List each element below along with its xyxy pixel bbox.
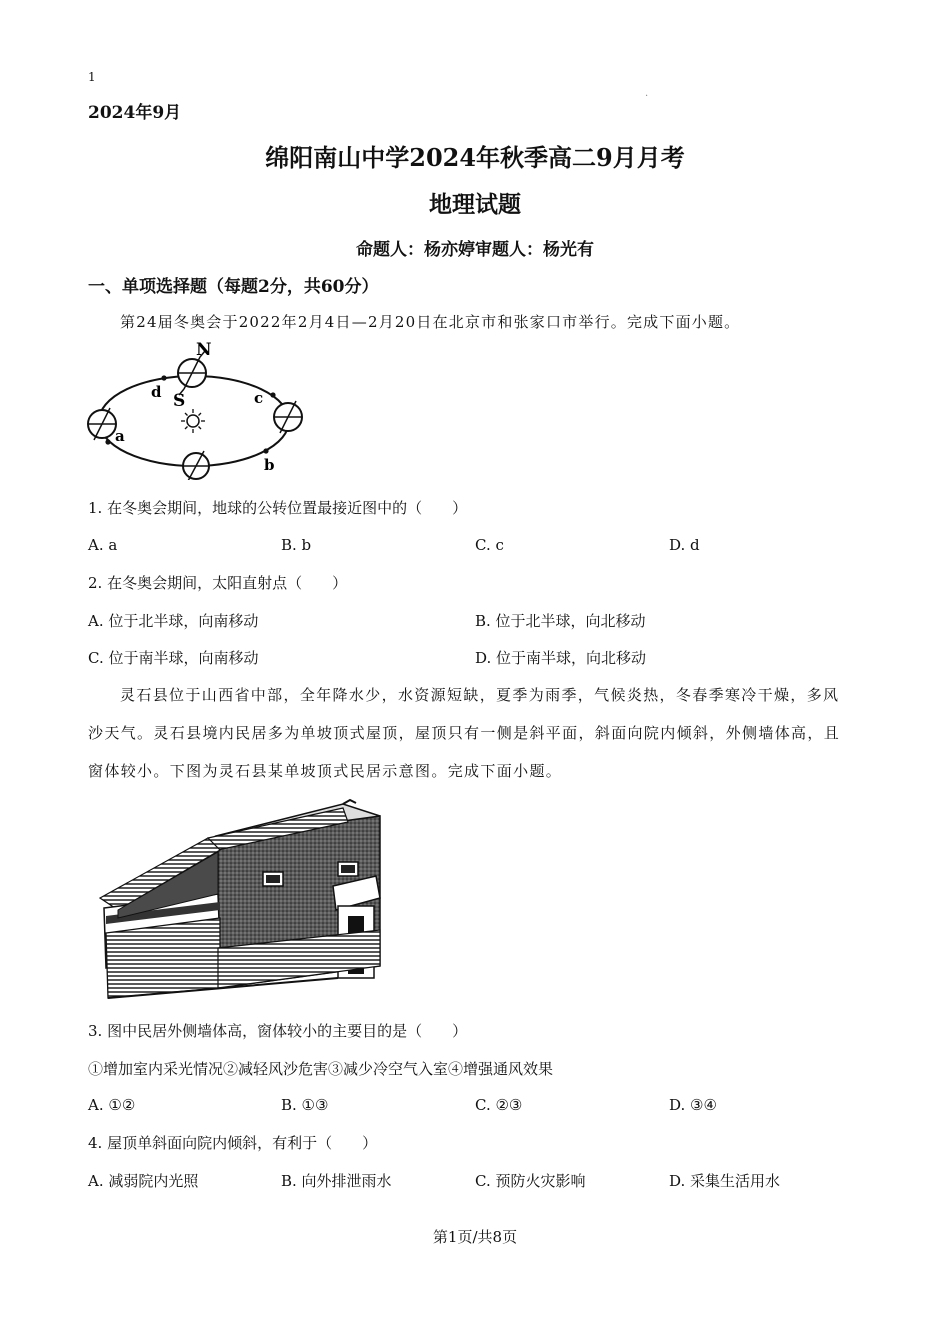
q1-option-b: B. b xyxy=(281,536,312,554)
q4-option-a: A. 减弱院内光照 xyxy=(88,1172,199,1190)
section-heading: 一、单项选择题（每题2分，共60分） xyxy=(88,277,379,297)
south-label: S xyxy=(173,391,186,411)
single-slope-house-illustration xyxy=(98,798,388,1003)
page-title: 绵阳南山中学2024年秋季高二9月月考 xyxy=(265,143,685,172)
label-d: d xyxy=(151,383,162,401)
north-label: N xyxy=(196,340,212,360)
q1-option-d: D. d xyxy=(669,536,700,554)
label-c: c xyxy=(254,389,264,407)
earth-left-icon xyxy=(88,408,116,440)
q2-option-a: A. 位于北半球，向南移动 xyxy=(88,612,259,630)
page-footer: 第1页/共8页 xyxy=(432,1228,518,1246)
label-a: a xyxy=(115,427,125,445)
stray-dot: . xyxy=(645,88,649,99)
question-2-stem: 2. 在冬奥会期间，太阳直射点（ ） xyxy=(88,574,348,592)
intro-lingshi-line-2: 沙天气。灵石县境内民居多为单坡顶式屋顶，屋顶只有一侧是斜平面，斜面向院内倾斜，外侧墙体高，且 xyxy=(88,724,841,742)
orbit-point-d xyxy=(161,375,166,380)
orbit-point-a xyxy=(105,439,110,444)
intro-winter-olympics: 第24届冬奥会于2022年2月4日—2月20日在北京市和张家口市举行。完成下面小题。 xyxy=(120,313,741,331)
q3-option-c: C. ②③ xyxy=(475,1096,523,1114)
date-label: 2024年9月 xyxy=(88,103,182,123)
question-4-stem: 4. 屋顶单斜面向院内倾斜，有利于（ ） xyxy=(88,1134,378,1152)
page-subtitle: 地理试题 xyxy=(429,191,521,218)
q2-option-b: B. 位于北半球，向北移动 xyxy=(475,612,646,630)
sun-icon xyxy=(181,409,205,433)
orbit-point-c xyxy=(270,392,275,397)
q2-option-d: D. 位于南半球，向北移动 xyxy=(475,649,647,667)
earth-right-icon xyxy=(274,401,302,433)
page-mark: 1 xyxy=(88,70,96,84)
q3-option-b: B. ①③ xyxy=(281,1096,329,1114)
question-3-stem: 3. 图中民居外侧墙体高，窗体较小的主要目的是（ ） xyxy=(88,1022,468,1040)
q4-option-c: C. 预防火灾影响 xyxy=(475,1172,586,1190)
q3-option-d: D. ③④ xyxy=(669,1096,717,1114)
earth-bottom-icon xyxy=(183,451,209,480)
q1-option-c: C. c xyxy=(475,536,504,554)
authors-line: 命题人：杨亦婷审题人：杨光有 xyxy=(356,240,594,260)
q1-option-a: A. a xyxy=(88,536,118,554)
q4-option-b: B. 向外排泄雨水 xyxy=(281,1172,392,1190)
intro-lingshi-line-3: 窗体较小。下图为灵石县某单坡顶式民居示意图。完成下面小题。 xyxy=(88,762,563,780)
earth-orbit-diagram xyxy=(80,335,320,480)
label-b: b xyxy=(264,456,275,474)
q2-option-c: C. 位于南半球，向南移动 xyxy=(88,649,259,667)
q3-option-a: A. ①② xyxy=(88,1096,136,1114)
question-1-stem: 1. 在冬奥会期间，地球的公转位置最接近图中的（ ） xyxy=(88,499,468,517)
intro-lingshi-line-1: 灵石县位于山西省中部，全年降水少，水资源短缺，夏季为雨季，气候炎热，冬春季寒冷干燥，多风 xyxy=(120,686,840,704)
q4-option-d: D. 采集生活用水 xyxy=(669,1172,781,1190)
question-3-statements: ①增加室内采光情况②减轻风沙危害③减少冷空气入室④增强通风效果 xyxy=(88,1060,554,1078)
orbit-point-b xyxy=(263,448,268,453)
